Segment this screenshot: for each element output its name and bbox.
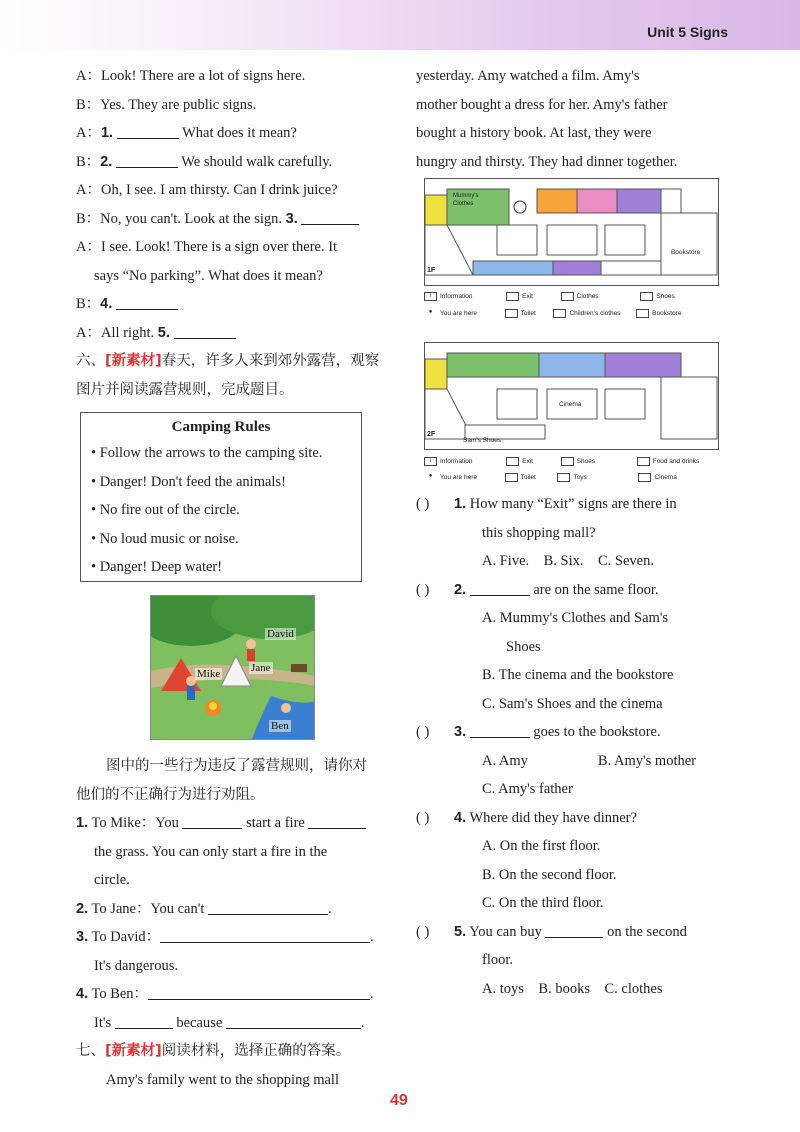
name-label: David	[267, 628, 294, 640]
camping-rules-box	[80, 412, 362, 582]
section6-heading-2: 图片并阅读露营规则，完成题目。	[76, 381, 294, 398]
map-2f-legend: i Information Exit Shoes Food and drinks	[424, 457, 699, 466]
dialogue-line: A：I see. Look! There is a sign over there. It	[76, 239, 338, 255]
store-label: Cinema	[559, 401, 582, 408]
answer-blank[interactable]	[208, 899, 328, 915]
passage-line: hungry and thirsty. They had dinner together.	[416, 153, 678, 170]
passage-line: Amy's family went to the shopping mall	[106, 1071, 339, 1088]
instruction-line: 他们的不正确行为进行劝阻。	[76, 786, 265, 803]
bookstore-box	[636, 309, 649, 318]
cinema-box	[638, 473, 651, 482]
section7-heading: 七、[新素材]阅读材料，选择正确的答案。	[76, 1043, 351, 1059]
dialogue-line: B：Yes. They are public signs.	[76, 96, 257, 113]
name-label: Mike	[197, 668, 221, 680]
question-line: circle.	[94, 872, 130, 888]
answer-blank[interactable]	[470, 580, 530, 596]
answer-blank[interactable]	[116, 152, 178, 168]
question-line: ( ) 5. You can buy on the second	[416, 923, 687, 940]
option-line: A. On the first floor.	[482, 838, 601, 854]
passage-line: mother bought a dress for her. Amy's father	[416, 96, 668, 113]
answer-blank[interactable]	[470, 722, 530, 738]
camping-illustration	[150, 595, 315, 740]
rule-item: • Danger! Don't feed the animals!	[91, 473, 286, 490]
rule-item: • No fire out of the circle.	[91, 502, 240, 518]
info-icon: i	[424, 457, 437, 466]
floor-map-1f	[424, 178, 719, 286]
page-number: 49	[390, 1092, 408, 1109]
mc-questions	[416, 490, 736, 1003]
dialogue-line: A：Look! There are a lot of signs here.	[76, 68, 306, 84]
name-label: Ben	[271, 720, 289, 732]
options-line: A. toys B. books C. clothes	[482, 980, 663, 997]
answer-blank[interactable]	[116, 294, 178, 310]
passage-line: yesterday. Amy watched a film. Amy's	[416, 68, 640, 84]
floor-map-2f	[424, 342, 719, 450]
option-line: C. On the third floor.	[482, 895, 604, 911]
dialogue-line: A：All right. 5.	[76, 319, 388, 348]
question-line: ( ) 4. Where did they have dinner?	[416, 809, 637, 826]
question-line: ( ) 3. goes to the bookstore.	[416, 724, 661, 740]
map-1f-legend: i Information Exit Clothes Shoes	[424, 292, 675, 301]
question-line: 3. To David： .	[76, 929, 374, 945]
option-line: Shoes	[506, 638, 541, 655]
question-line: 1. To Mike：You start a fire	[76, 809, 388, 838]
map-2f-legend-2: ● You are here Toilet Toys Cinema	[424, 473, 677, 482]
unit-title: Unit 5 Signs	[647, 24, 728, 40]
floor-label: 2F	[427, 431, 436, 438]
store-label: Bookstore	[671, 249, 701, 256]
childrens-clothes-box	[553, 309, 566, 318]
option-line: C. Amy's father	[482, 781, 573, 797]
question-line: this shopping mall?	[482, 524, 596, 541]
answer-blank[interactable]	[545, 922, 603, 938]
dialogue-line: B：2. We should walk carefully.	[76, 153, 333, 170]
exit-icon	[506, 457, 519, 466]
answer-blank[interactable]	[148, 984, 370, 1000]
store-label: Sam's Shoes	[463, 437, 502, 444]
dialogue-line: A：1. What does it mean?	[76, 125, 297, 141]
option-line: C. Sam's Shoes and the cinema	[482, 695, 663, 712]
options-line: A. Five. B. Six. C. Seven.	[482, 553, 654, 569]
section6-questions	[76, 752, 388, 1094]
answer-blank[interactable]	[301, 209, 359, 225]
store-label: Mummy's Clothes	[453, 193, 479, 207]
toilet-icon	[505, 309, 518, 318]
question-line: floor.	[482, 952, 514, 968]
camping-scene	[151, 596, 315, 740]
map-2f-drawing	[425, 343, 720, 451]
question-line: It's dangerous.	[94, 957, 178, 974]
question-line: It's because .	[94, 1014, 365, 1031]
section6-heading: 六、[新素材]春天，许多人来到郊外露营，观察	[76, 353, 380, 369]
answer-blank[interactable]	[174, 323, 236, 339]
dialogue-line: A：Oh, I see. I am thirsty. Can I drink juice?	[76, 182, 338, 198]
passage-line: bought a history book. At last, they were	[416, 125, 652, 141]
floor-label: 1F	[427, 267, 436, 274]
toilet-icon	[505, 473, 518, 482]
instruction-line: 图中的一些行为违反了露营规则，请你对	[106, 758, 367, 774]
question-line: ( ) 1. How many “Exit” signs are there in	[416, 496, 677, 512]
passage-continued	[416, 62, 728, 176]
rule-item: • Follow the arrows to the camping site.	[91, 445, 323, 461]
option-line: B. On the second floor.	[482, 866, 617, 883]
answer-blank[interactable]	[308, 813, 366, 829]
map-1f-legend-2: ● You are here Toilet Children's clothes Bookstore	[424, 309, 681, 318]
rule-item: • Danger! Deep water!	[91, 559, 223, 575]
answer-blank[interactable]	[226, 1013, 361, 1029]
toys-box	[557, 473, 570, 482]
location-icon: ●	[428, 309, 433, 315]
info-icon: i	[424, 292, 437, 301]
shoes-box	[640, 292, 653, 301]
question-line: 4. To Ben： .	[76, 986, 374, 1002]
question-line: ( ) 2. are on the same floor.	[416, 581, 659, 598]
left-column	[76, 62, 388, 404]
answer-blank[interactable]	[117, 123, 179, 139]
food-box	[637, 457, 650, 466]
option-line: A. Mummy's Clothes and Sam's	[482, 610, 669, 626]
answer-blank[interactable]	[115, 1013, 173, 1029]
name-label: Jane	[251, 662, 271, 674]
clothes-box	[561, 292, 574, 301]
rule-item: • No loud music or noise.	[91, 530, 239, 547]
question-line: the grass. You can only start a fire in the	[94, 843, 328, 860]
option-line: B. The cinema and the bookstore	[482, 667, 674, 683]
answer-blank[interactable]	[182, 813, 242, 829]
dialogue-line: B：4.	[76, 290, 388, 319]
dialogue-line: B：No, you can't. Look at the sign. 3.	[76, 205, 388, 234]
dialogue-line: says “No parking”. What does it mean?	[94, 267, 323, 284]
shoes-box	[561, 457, 574, 466]
exit-icon	[506, 292, 519, 301]
rules-title: Camping Rules	[171, 419, 271, 435]
options-line: A. Amy B. Amy's mother	[482, 752, 696, 769]
location-icon: ●	[428, 473, 433, 479]
question-line: 2. To Jane：You can't .	[76, 900, 332, 917]
answer-blank[interactable]	[160, 927, 370, 943]
